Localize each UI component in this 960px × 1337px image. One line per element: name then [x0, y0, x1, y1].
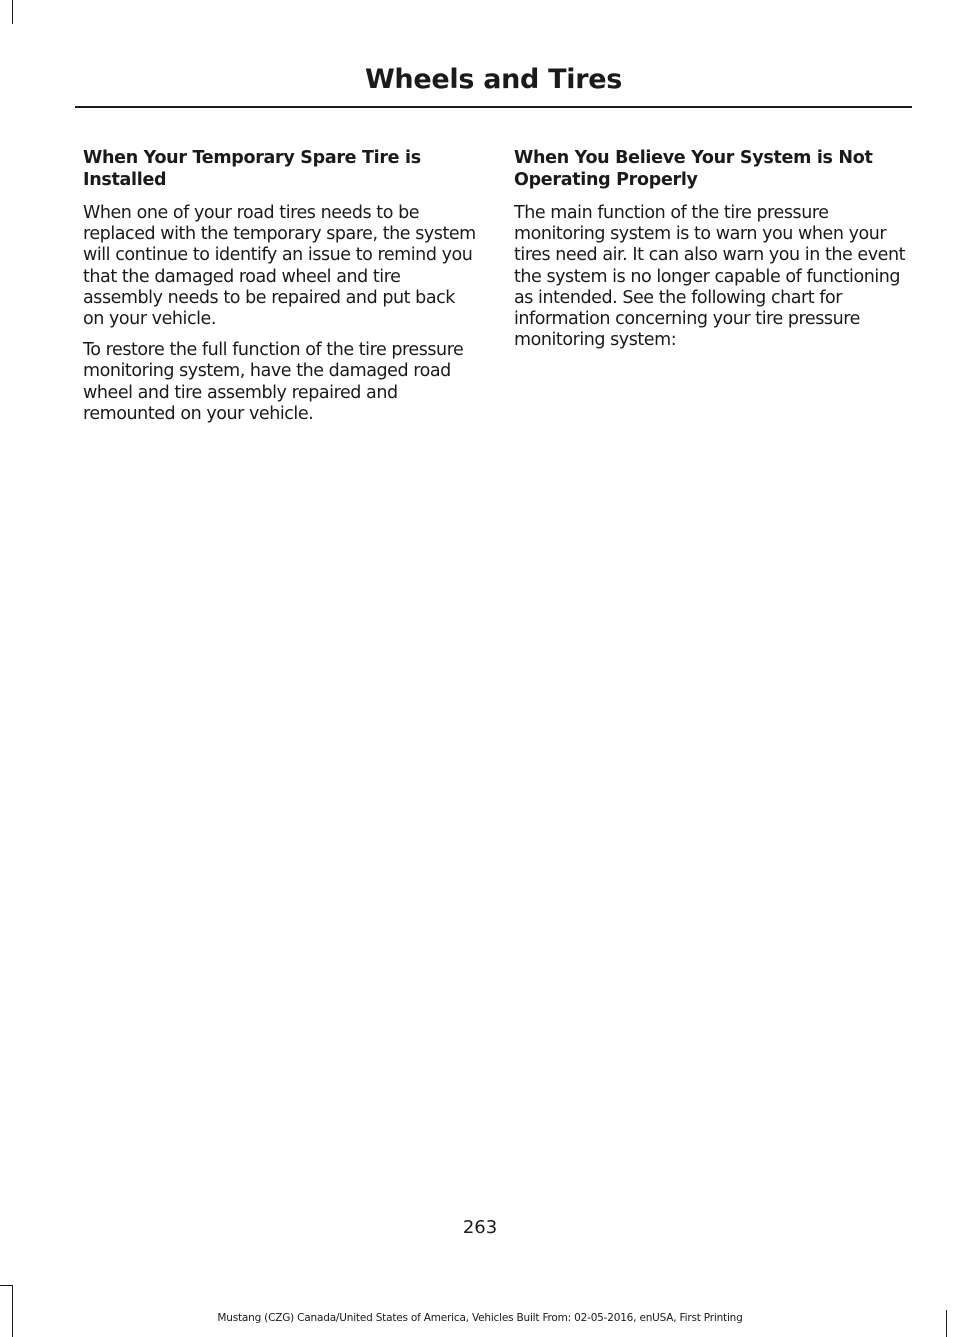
section-heading-system-not-operating: When You Believe Your System is Not Operating Properly [514, 148, 873, 190]
paragraph-system-not-operating-1: The main function of the tire pressure monitoring system is to warn you when your tires need air. It can also warn you in the event the system is no longer capable of functioning as intended. See the following chart for information concerning your tire pressure monitoring system: [514, 203, 906, 351]
page-header [75, 58, 912, 108]
header-divider [75, 106, 912, 108]
section-heading-spare-tire: When Your Temporary Spare Tire is Installed [83, 148, 421, 190]
footer-note: Mustang (CZG) Canada/United States of America, Vehicles Built From: 02-05-2016, enUSA, First Printing [217, 1312, 743, 1324]
page-number: 263 [462, 1217, 498, 1238]
paragraph-spare-tire-1: When one of your road tires needs to be replaced with the temporary spare, the system will continue to identify an issue to remind you that the damaged road wheel and tire assembly needs to be repaired and put back on your vehicle. [83, 203, 476, 330]
crop-mark-top-left [12, 0, 13, 24]
paragraph-spare-tire-2: To restore the full function of the tire pressure monitoring system, have the damaged road wheel and tire assembly repaired and remounted on your vehicle. [83, 340, 464, 424]
right-column [514, 147, 908, 361]
crop-mark-bottom-left-horizontal [0, 1285, 12, 1286]
page-title: Wheels and Tires [364, 64, 623, 95]
left-column [83, 147, 477, 435]
